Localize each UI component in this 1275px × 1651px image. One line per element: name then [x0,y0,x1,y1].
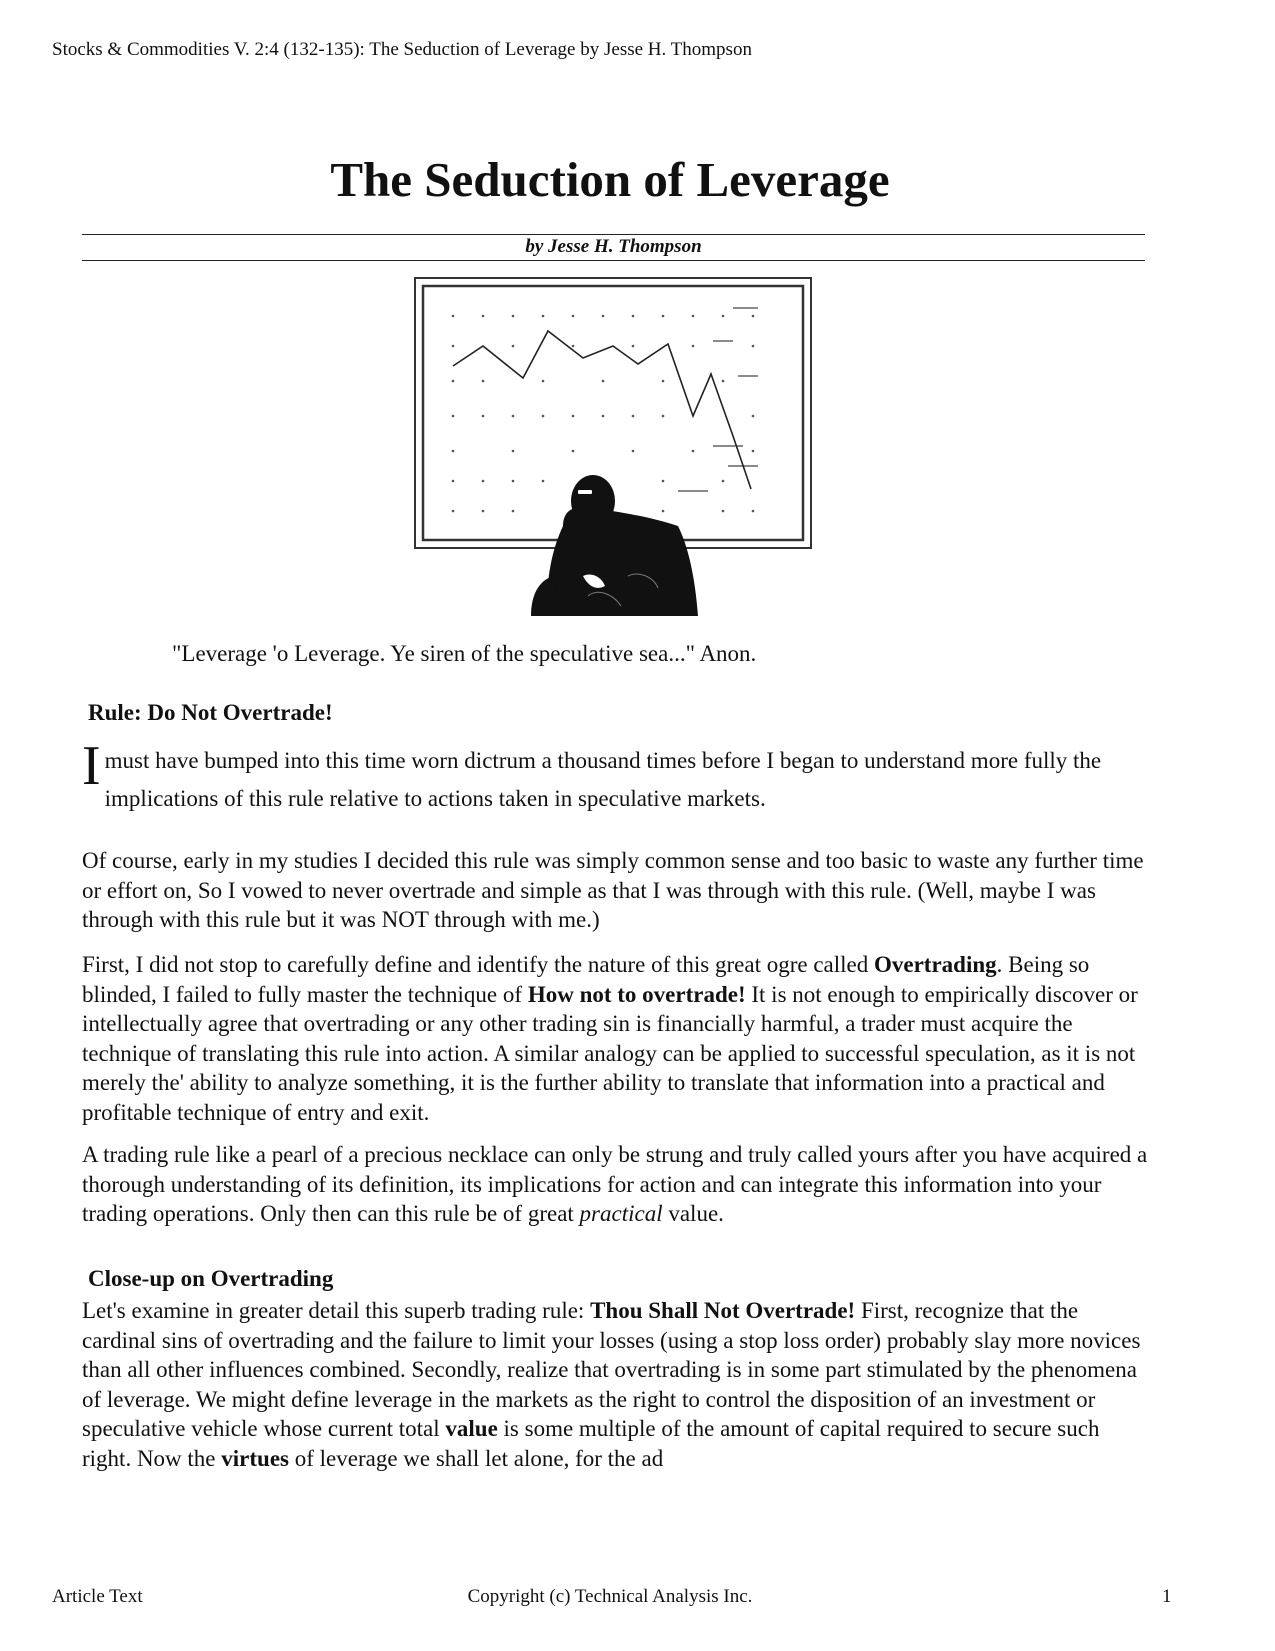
article-title: The Seduction of Leverage [330,152,890,207]
paragraph-3-text-c: . Being so blinded, I failed to fully master the technique of [82,952,1090,1007]
running-header: Stocks & Commodities V. 2:4 (132-135): The Seduction of Leverage by Jesse H. Thompson [52,39,752,60]
paragraph-2: Of course, early in my studies I decided this rule was simply common sense and too basic to waste any further time or effort on, So I vowed to never overtrade and simple as that I was through with this rule. (Well, maybe I was through with this rule but it was NOT through with me.) [82,848,1144,932]
how-not-to-overtrade-emphasis: How not to overtrade! [527,981,746,1007]
section-heading-closeup: Close-up on Overtrading [88,1266,334,1291]
paragraph-5 [82,1296,1152,1473]
paragraph-3 [82,950,1152,1127]
paragraph-4 [82,1140,1152,1229]
epigraph-quote: "Leverage 'o Leverage. Ye siren of the speculative sea..." Anon. [172,641,757,666]
article-byline: by Jesse H. Thompson [525,236,702,257]
drop-cap: I [82,735,101,797]
paragraph-3-text-a: First, I did not stop to carefully define and identify the nature of this great ogre called [82,952,874,977]
paragraph-5-text-e: is some multiple of the amount of capital required to secure such right. Now the [82,1416,1100,1471]
footer-copyright: Copyright (c) Technical Analysis Inc. [467,1586,753,1607]
paragraph-5-text-c: First, recognize that the cardinal sins of overtrading and the failure to limit your losses (using a stop loss order) probably slay more novices than all other influences combined. Secondly, realize that overtrading is in some part stimulated by the phenomena of leverage. We might define leverage in the markets as the right to control the disposition of an investment or speculative vehicle whose current total [82,1298,1141,1441]
section-heading-rule: Rule: Do Not Overtrade! [88,700,333,725]
paragraph-5-text-a: Let's examine in greater detail this superb trading rule: [82,1298,591,1323]
practical-emphasis: practical [579,1201,663,1226]
paragraph-4-text-a: A trading rule like a pearl of a precious necklace can only be strung and truly called yours after you have acquired a thorough understanding of its definition, its implications for action and can integrate this information into your trading operations. Only then can this rule be of great [82,1142,1148,1226]
paragraph-1-text: must have bumped into this time worn dictrum a thousand times before I began to understand more fully the implications of this rule relative to actions taken in speculative markets. [104,748,1102,811]
page-number: 1 [1162,1586,1172,1607]
paragraph-1 [82,735,1152,818]
virtues-emphasis: virtues [221,1445,289,1471]
thou-shall-not-overtrade-emphasis: Thou Shall Not Overtrade! [590,1298,856,1323]
footer-label: Article Text [52,1586,143,1607]
man-in-front-of-falling-chart-illustration [413,276,813,626]
paragraph-3-text-e: It is not enough to empirically discover or intellectually agree that overtrading or any other trading sin is financially harmful, a trader must acquire the technique of translating this rule into action. A similar analogy can be applied to successful speculation, as it is not merely the' ability to analyze something, it is the further ability to translate that information into a practical and profitable technique of entry and exit. [82,981,1138,1125]
byline-rule-bottom [82,260,1145,261]
value-emphasis: value [445,1416,498,1441]
paragraph-4-text-c: value. [662,1201,724,1226]
overtrading-emphasis: Overtrading [873,952,997,977]
paragraph-5-text-g: of leverage we shall let alone, for the ad [288,1445,664,1471]
